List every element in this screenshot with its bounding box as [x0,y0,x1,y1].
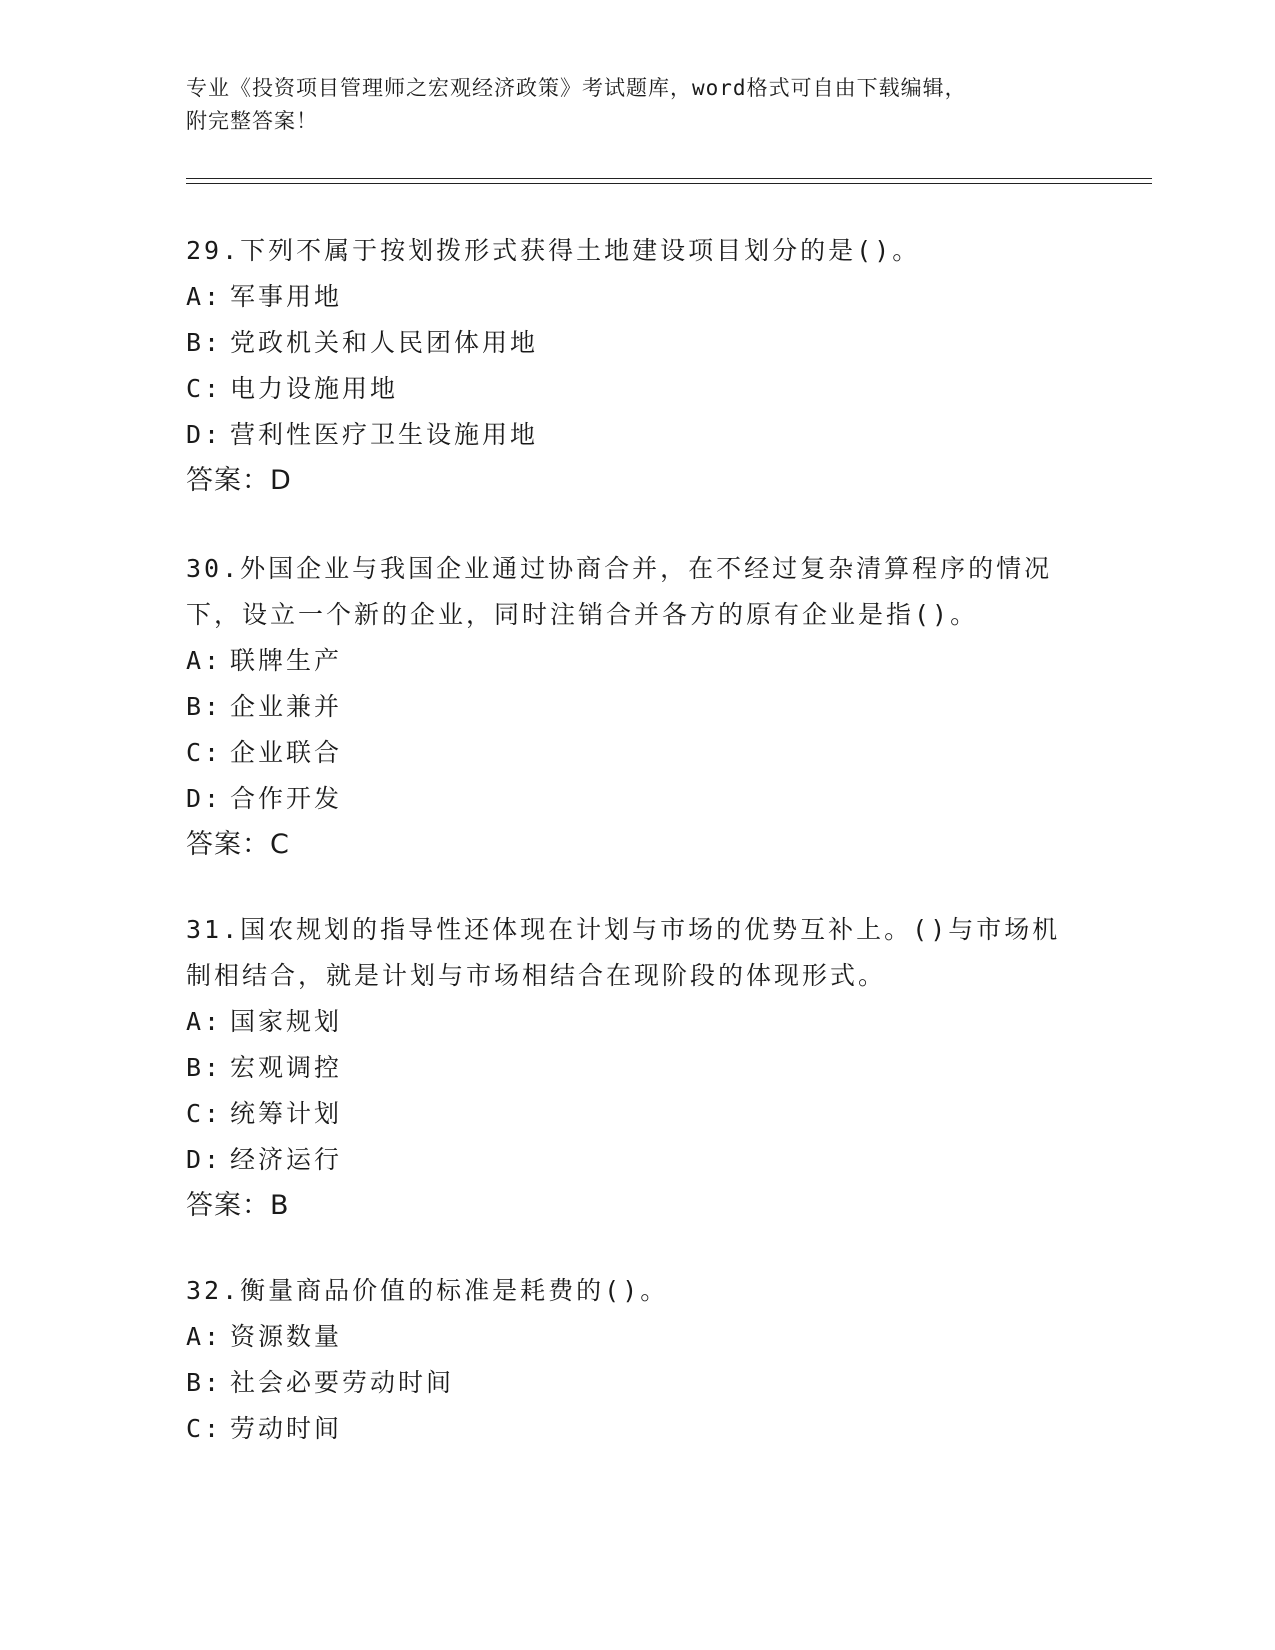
option-letter: A: [186,1007,223,1036]
option-text: 国家规划 [230,1007,343,1036]
answer: 答案：C [186,829,290,860]
option-text: 统筹计划 [230,1099,343,1128]
option-d [186,1137,1076,1183]
option-letter: D: [186,1145,223,1174]
header-divider-top [186,178,1152,179]
option-a [186,274,1076,320]
option-letter: A: [186,646,223,675]
header-divider-bottom [186,183,1152,184]
header-line-2: 附完整答案！ [186,109,318,133]
option-text: 企业兼并 [230,692,343,721]
option-text: 经济运行 [230,1145,343,1174]
option-letter: D: [186,784,223,813]
option-text: 劳动时间 [230,1414,343,1443]
question-text: 31.国农规划的指导性还体现在计划与市场的优势互补上。()与市场机制相结合，就是计划与市场相结合在现阶段的体现形式。 [186,915,1061,990]
option-c [186,1406,1076,1452]
option-letter: C: [186,738,223,767]
document-header [186,72,1086,138]
option-letter: C: [186,1414,223,1443]
option-text: 营利性医疗卫生设施用地 [230,420,539,449]
question-30 [186,546,1076,868]
option-d [186,412,1076,458]
option-letter: A: [186,282,223,311]
option-letter: C: [186,374,223,403]
option-letter: B: [186,1368,223,1397]
option-a [186,638,1076,684]
option-c [186,730,1076,776]
option-text: 军事用地 [230,282,343,311]
option-letter: C: [186,1099,223,1128]
question-29 [186,228,1076,504]
option-letter: A: [186,1322,223,1351]
option-text: 社会必要劳动时间 [230,1368,455,1397]
option-text: 联牌生产 [230,646,343,675]
option-c [186,1091,1076,1137]
option-a [186,999,1076,1045]
option-letter: B: [186,328,223,357]
option-text: 宏观调控 [230,1053,343,1082]
option-text: 合作开发 [230,784,343,813]
option-letter: B: [186,1053,223,1082]
option-text: 电力设施用地 [230,374,399,403]
option-letter: D: [186,420,223,449]
option-b [186,684,1076,730]
question-text: 29.下列不属于按划拨形式获得土地建设项目划分的是()。 [186,236,921,265]
option-b [186,320,1076,366]
answer: 答案：B [186,1190,290,1221]
option-text: 企业联合 [230,738,343,767]
option-letter: B: [186,692,223,721]
option-text: 资源数量 [230,1322,343,1351]
header-line-1: 专业《投资项目管理师之宏观经济政策》考试题库，word格式可自由下载编辑， [186,76,967,100]
question-text: 32.衡量商品价值的标准是耗费的()。 [186,1276,669,1305]
option-a [186,1314,1076,1360]
question-text: 30.外国企业与我国企业通过协商合并，在不经过复杂清算程序的情况下，设立一个新的企业，同时注销合并各方的原有企业是指()。 [186,554,1053,629]
option-c [186,366,1076,412]
answer: 答案：D [186,465,292,496]
question-31 [186,907,1076,1229]
option-text: 党政机关和人民团体用地 [230,328,539,357]
question-32 [186,1268,1076,1452]
option-d [186,776,1076,822]
option-b [186,1360,1076,1406]
option-b [186,1045,1076,1091]
